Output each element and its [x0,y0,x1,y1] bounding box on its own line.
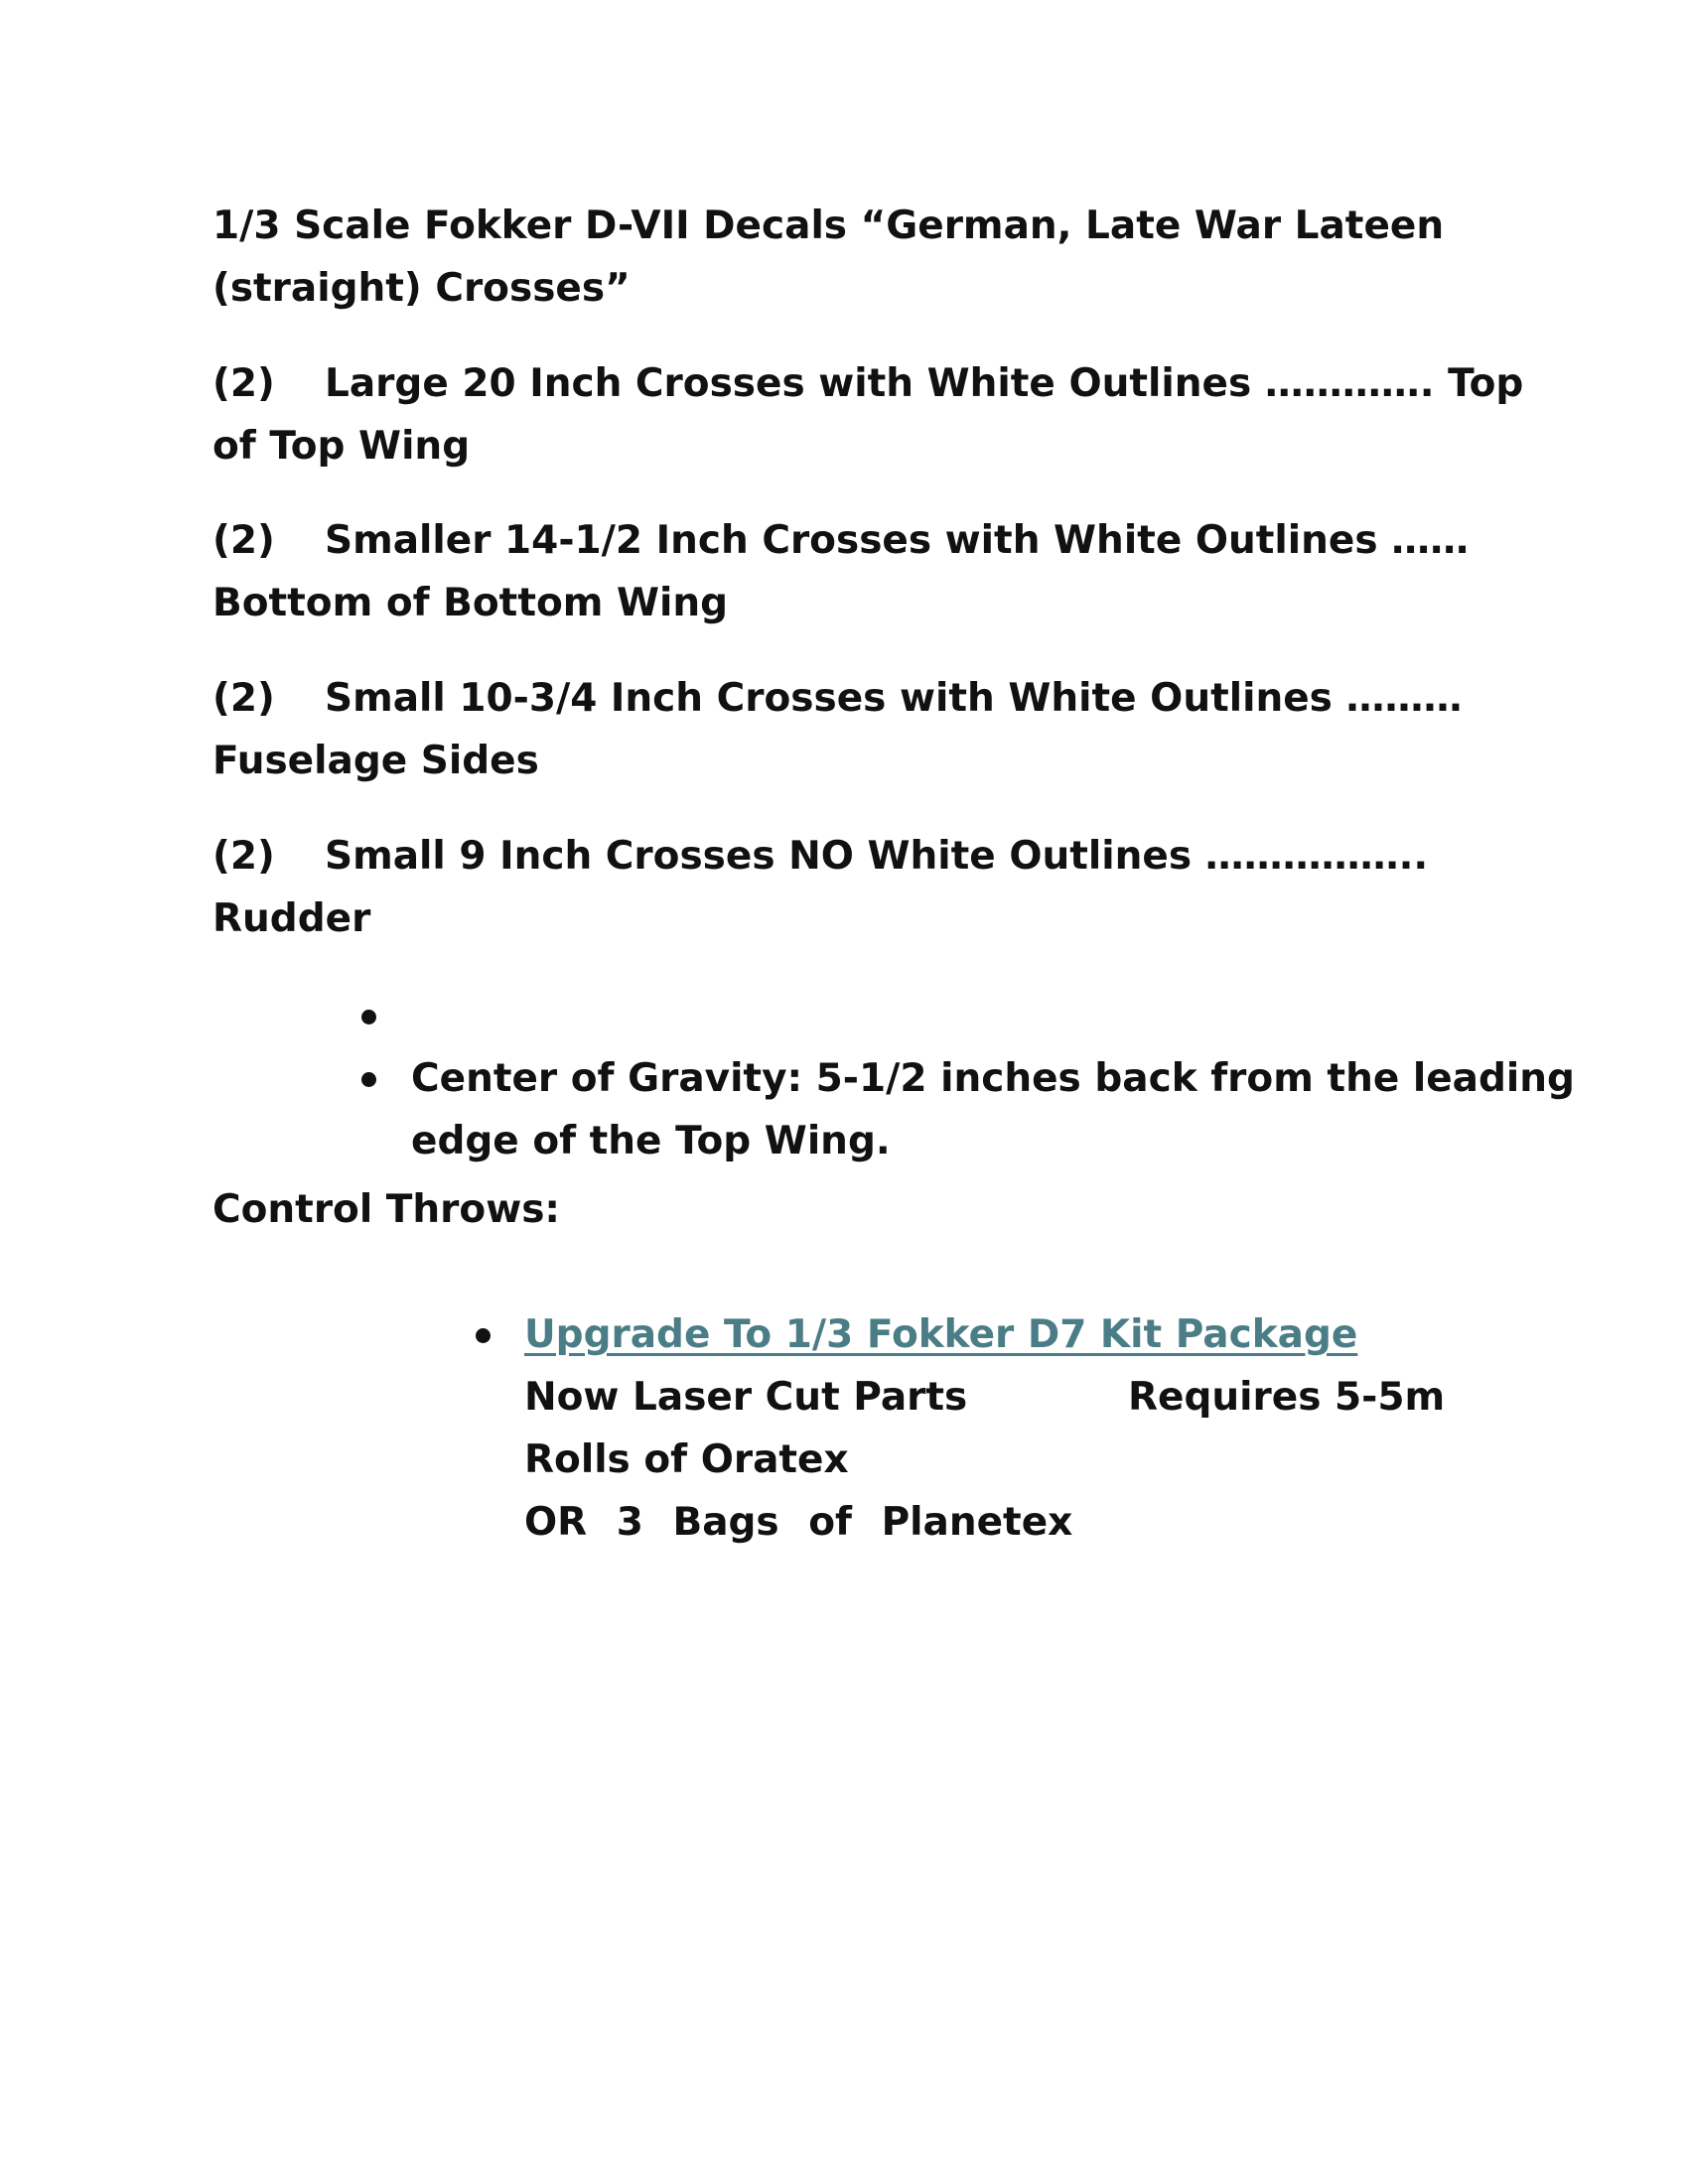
cg-line-2: edge of the Top Wing. [411,1119,891,1163]
center-of-gravity-item [357,1047,1575,1172]
upgrade-bullet-list [472,1303,1465,1554]
decal-placement: Bottom of Bottom Wing [212,581,729,625]
upgrade-item [472,1303,1465,1554]
bullet-icon [361,1010,376,1024]
decal-description: Large 20 Inch Crosses with White Outlines …………. Top [325,361,1524,406]
decal-item-smaller-crosses [212,509,1493,634]
bullet-icon [476,1328,491,1343]
notes-bullet-list [357,985,1575,1172]
document-title [212,195,1493,320]
decal-item-small-crosses [212,667,1493,792]
title-line-2: (straight) Crosses” [212,266,631,311]
decal-placement: of Top Wing [212,424,471,469]
control-throws-heading: Control Throws: [212,1187,561,1232]
laser-cut-text: Now Laser Cut Parts [524,1375,968,1420]
bullet-icon [361,1072,376,1087]
decal-description: Small 9 Inch Crosses NO White Outlines …………….. [325,834,1429,879]
oratex-text: Rolls of Oratex [524,1437,849,1482]
requires-text: Requires 5-5m [1128,1375,1446,1420]
empty-bullet-item [357,985,1470,1047]
decal-placement: Fuselage Sides [212,739,539,783]
decal-quantity: (2) [212,361,275,406]
decal-placement: Rudder [212,896,371,941]
decal-quantity: (2) [212,834,275,879]
decal-item-rudder-crosses [212,825,1493,950]
decal-description: Smaller 14-1/2 Inch Crosses with White Outlines …… [325,518,1470,563]
planetex-text: OR 3 Bags of Planetex [524,1500,1073,1545]
upgrade-kit-link[interactable]: Upgrade To 1/3 Fokker D7 Kit Package [524,1312,1358,1357]
title-line-1: 1/3 Scale Fokker D-VII Decals “German, Late War Lateen [212,204,1445,248]
cg-line-1: Center of Gravity: 5-1/2 inches back from the leading [411,1056,1575,1101]
decal-item-large-crosses [212,352,1524,478]
decal-quantity: (2) [212,676,275,721]
decal-description: Small 10-3/4 Inch Crosses with White Outlines ……… [325,676,1463,721]
decal-quantity: (2) [212,518,275,563]
